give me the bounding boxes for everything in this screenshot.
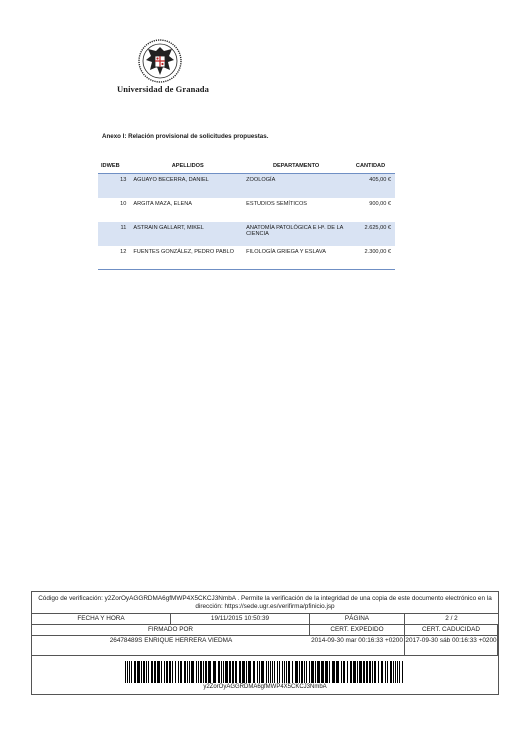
cell-departamento: ANATOMÍA PATOLÓGICA E Hª. DE LA CIENCIA [244,222,348,246]
firmado-label: FIRMADO POR [32,625,310,636]
barcode-icon [125,661,405,683]
barcode-area [32,656,498,694]
fecha-label: FECHA Y HORA [32,614,171,625]
cell-apellidos: FUENTES GONZÁLEZ, PEDRO PABLO [131,246,244,270]
column-header-departamento: DEPARTAMENTO [244,158,348,174]
table-row [98,222,395,246]
firmante-value: 26478489S ENRIQUE HERRERA VIEDMA [32,636,310,656]
fecha-value: 19/11/2015 10:50:39 [171,614,310,625]
cell-idweb: 12 [98,246,131,270]
cell-departamento: ESTUDIOS SEMÍTICOS [246,200,308,207]
pagina-label: PÁGINA [310,614,405,625]
cell-idweb: 11 [98,222,131,246]
cell-cantidad: 2.625,00 € [348,222,395,246]
cell-apellidos: AGUAYO BECERRA, DANIEL [131,174,244,198]
cell-idweb: 13 [98,174,131,198]
column-header-idweb: IDWEB [98,158,131,174]
barcode-text: y2ZorOyAGGRDMA6gfMWP4X5CKCJ3NmbA [203,684,327,690]
signature-grid [32,614,498,656]
cell-cantidad: 2.300,00 € [348,246,395,270]
university-name: Universidad de Granada [117,84,209,94]
cell-apellidos: ARGITA MAZA, ELENA [133,200,193,207]
expedido-label: CERT. EXPEDIDO [310,625,405,636]
caducidad-label: CERT. CADUCIDAD [405,625,498,636]
caducidad-value: 2017-09-30 sáb 00:16:33 +0200 [405,636,498,656]
cell-cantidad: 405,00 € [348,174,395,198]
annex-title: Anexo I: Relación provisional de solicitudes propuestas. [102,133,269,140]
table-row [98,174,395,198]
column-header-cantidad: CANTIDAD [348,158,395,174]
expedido-value: 2014-09-30 mar 00:16:33 +0200 [310,636,405,656]
column-header-apellidos: APELLIDOS [131,158,244,174]
cell-apellidos: ASTRAIN GALLART, MIKEL [131,222,244,246]
cell-idweb: 10 [120,200,127,207]
table-header-row [98,158,395,174]
table-row [98,246,395,270]
requests-table [98,158,395,270]
cell-departamento: FILOLOGÍA GRIEGA Y ESLAVA [244,246,348,270]
verification-footer [31,591,499,695]
verification-text: Código de verificación: y2ZorOyAGGRDMA6gfMWP4X5CKCJ3NmbA . Permite la verificación de la integridad de una copia de este documento electrónico en la dirección: https://sede.ugr.es/verifirma/pfinicio.jsp [32,592,498,614]
cell-cantidad: 900,00 € [369,200,391,207]
cell-departamento: ZOOLOGÍA [244,174,348,198]
university-seal-icon [137,38,183,84]
pagina-value: 2 / 2 [405,614,498,625]
table-row [98,198,395,222]
